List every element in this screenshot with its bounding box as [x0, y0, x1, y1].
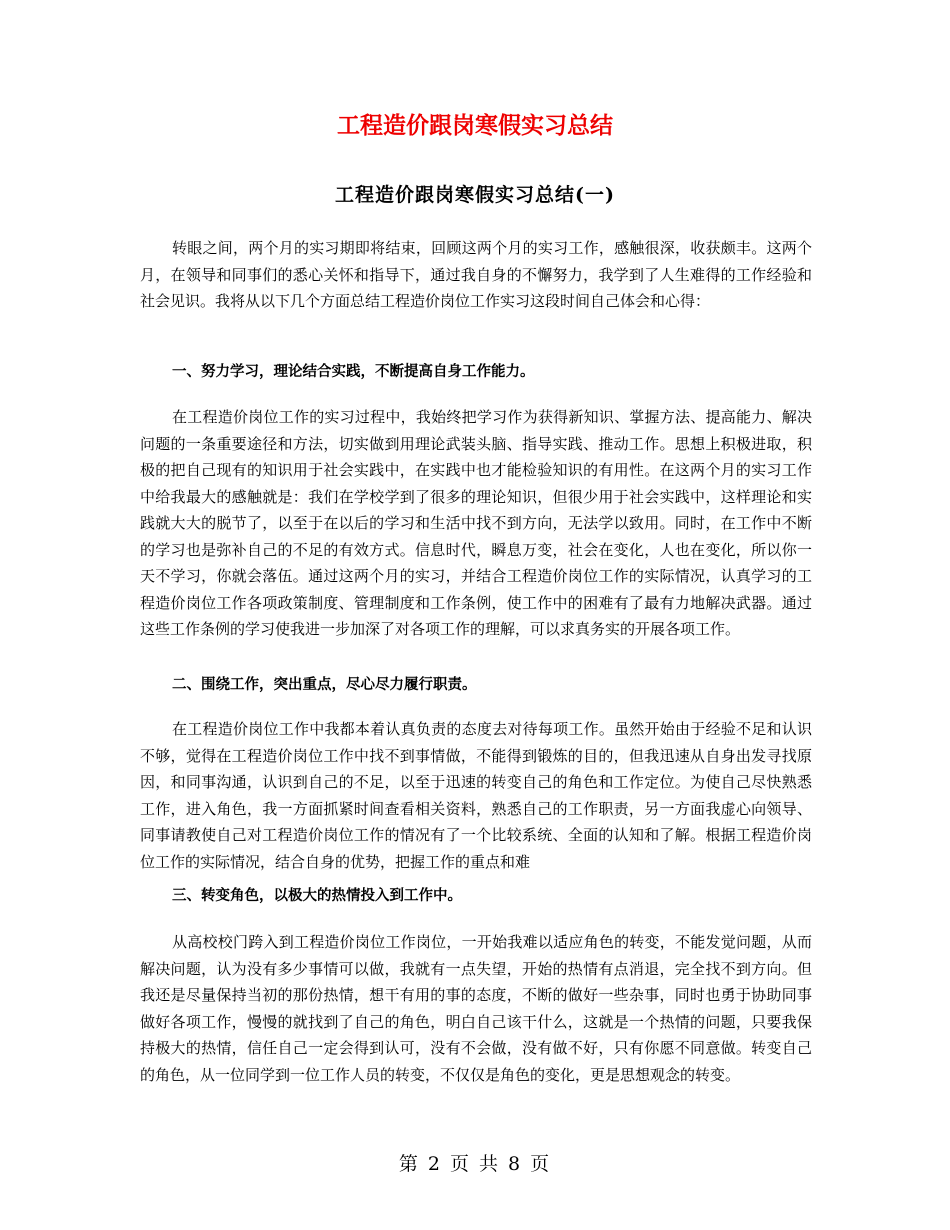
section-heading-2: 二、围绕工作，突出重点，尽心尽力履行职责。 [172, 677, 477, 693]
section-body-2: 在工程造价岗位工作中我都本着认真负责的态度去对待每项工作。虽然开始由于经验不足和认识不够，觉得在工程造价岗位工作中找不到事情做，不能得到锻炼的目的，但我迅速从自身出发寻找原因，和同事沟通，认识到自己的不足，以至于迅速的转变自己的角色和工作定位。为使自己尽快熟悉工作，进入角色，我一方面抓紧时间查看相关资料，熟悉自己的工作职责，另一方面我虚心向领导、同事请教使自己对工程造价岗位工作的情况有了一个比较系统、全面的认知和了解。根据工程造价岗位工作的实际情况，结合自身的优势，把握工作的重点和难 [140, 720, 812, 871]
intro-paragraph: 转眼之间，两个月的实习期即将结束，回顾这两个月的实习工作，感触很深，收获颇丰。这两个月，在领导和同事们的悉心关怀和指导下，通过我自身的不懈努力，我学到了人生难得的工作经验和社会见识。我将从以下几个方面总结工程造价岗位工作实习这段时间自己体会和心得： [140, 239, 812, 310]
document-title: 工程造价跟岗寒假实习总结 [337, 113, 613, 139]
section-heading-1: 一、努力学习，理论结合实践，不断提高自身工作能力。 [172, 364, 535, 380]
section-heading-3: 三、转变角色，以极大的热情投入到工作中。 [172, 888, 462, 904]
section-body-3: 从高校校门跨入到工程造价岗位工作岗位，一开始我难以适应角色的转变，不能发觉问题，从而解决问题，认为没有多少事情可以做，我就有一点失望，开始的热情有点消退，完全找不到方向。但我还是尽量保持当初的那份热情，想干有用的事的态度，不断的做好一些杂事，同时也勇于协助同事做好各项工作，慢慢的就找到了自己的角色，明白自己该干什么，这就是一个热情的问题，只要我保持极大的热情，信任自己一定会得到认可，没有不会做，没有做不好，只有你愿不同意做。转变自己的角色，从一位同学到一位工作人员的转变，不仅仅是角色的变化，更是思想观念的转变。 [140, 933, 812, 1084]
section-body-1: 在工程造价岗位工作的实习过程中，我始终把学习作为获得新知识、掌握方法、提高能力、解决问题的一条重要途径和方法，切实做到用理论武装头脑、指导实践、推动工作。思想上积极进取，积极的把自己现有的知识用于社会实践中，在实践中也才能检验知识的有用性。在这两个月的实习工作中给我最大的感触就是：我们在学校学到了很多的理论知识，但很少用于社会实践中，这样理论和实践就大大的脱节了，以至于在以后的学习和生活中找不到方向，无法学以致用。同时，在工作中不断的学习也是弥补自己的不足的有效方式。信息时代，瞬息万变，社会在变化，人也在变化，所以你一天不学习，你就会落伍。通过这两个月的实习，并结合工程造价岗位工作的实际情况，认真学习的工程造价岗位工作各项政策制度、管理制度和工作条例，使工作中的困难有了最有力地解决武器。通过这些工作条例的学习使我进一步加深了对各项工作的理解，可以求真务实的开展各项工作。 [140, 408, 812, 638]
page-number-footer: 第 2 页 共 8 页 [398, 1153, 552, 1175]
document-subtitle: 工程造价跟岗寒假实习总结(一) [335, 184, 615, 206]
